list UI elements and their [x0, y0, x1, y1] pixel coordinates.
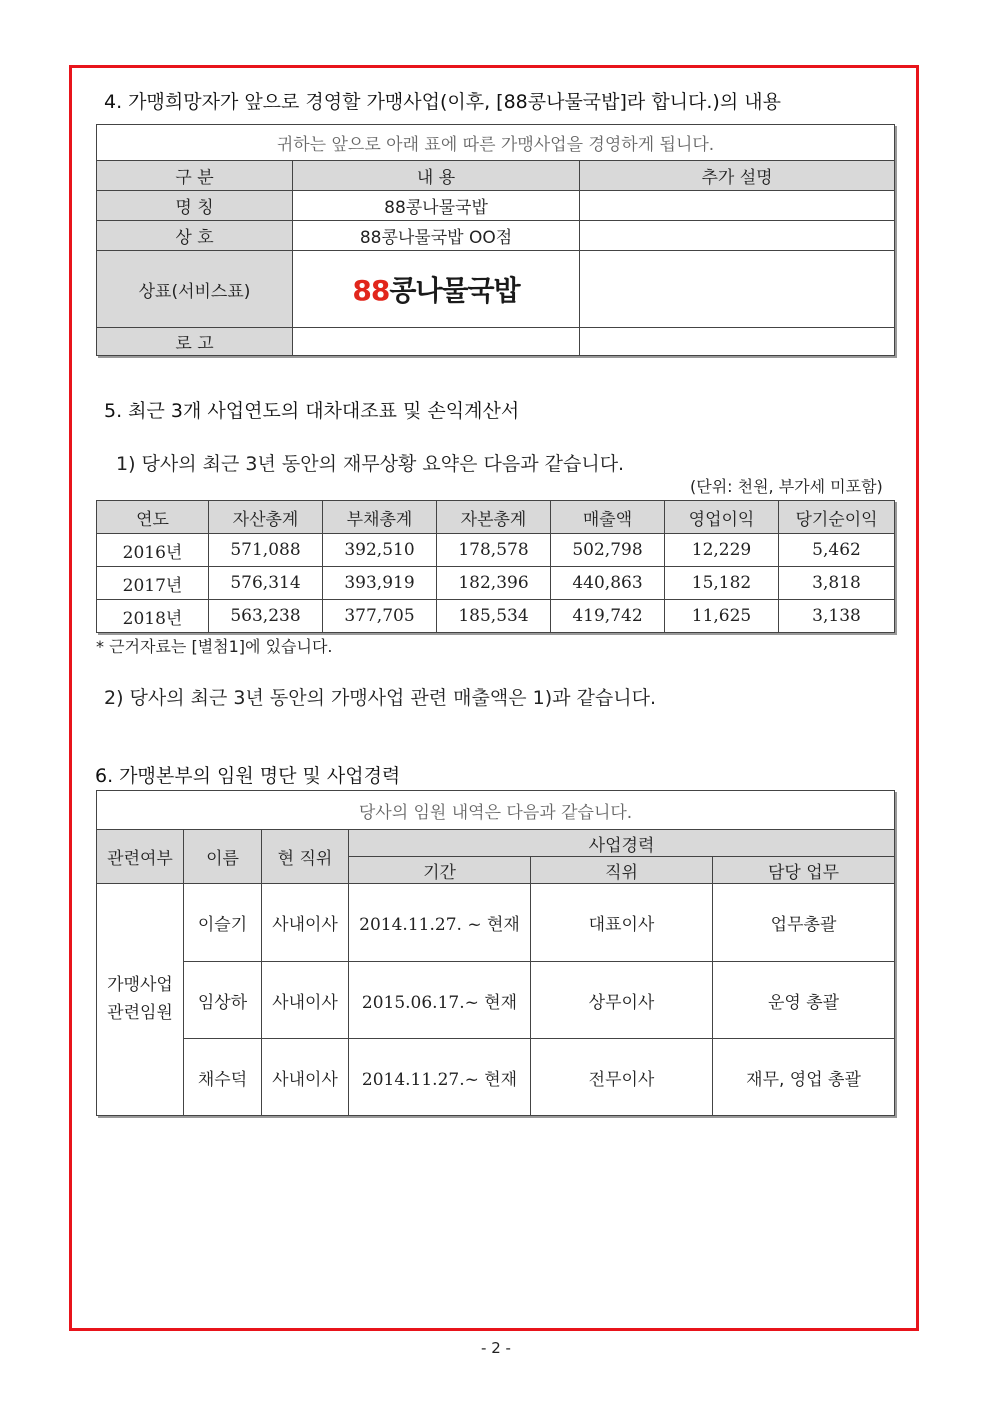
exec-name: 채수덕 — [184, 1039, 262, 1116]
exec-duty: 재무, 영업 총괄 — [713, 1039, 895, 1116]
section4-heading: 4. 가맹희망자가 앞으로 경영할 가맹사업(이후, [88콩나물국밥]라 합니다.)의 내용 — [104, 91, 781, 113]
trademark-logo-cell — [293, 251, 580, 328]
exec-header-relation: 관련여부 — [97, 830, 184, 884]
table-row — [97, 567, 895, 600]
fin-header-operating-income: 영업이익 — [665, 501, 779, 534]
year-cell: 2017년 — [97, 567, 209, 600]
financial-summary-intro: 1) 당사의 최근 3년 동안의 재무상황 요약은 다음과 같습니다. — [116, 453, 625, 475]
exec-name: 이슬기 — [184, 884, 262, 962]
table-row — [97, 884, 895, 962]
row-extra-name — [580, 191, 895, 221]
value-cell: 392,510 — [323, 534, 437, 567]
exec-group-label: 가맹사업 관련임원 — [97, 884, 184, 1116]
exec-period: 2014.11.27.~ 현재 — [349, 1039, 531, 1116]
exec-period: 2014.11.27. ~ 현재 — [349, 884, 531, 962]
business-table — [96, 124, 895, 356]
fin-header-revenue: 매출액 — [551, 501, 665, 534]
section6-heading: 6. 가맹본부의 임원 명단 및 사업경력 — [95, 765, 401, 787]
fin-header-assets: 자산총계 — [209, 501, 323, 534]
value-cell: 377,705 — [323, 600, 437, 633]
logo-text: 콩나물국밥 — [389, 274, 520, 307]
value-cell: 502,798 — [551, 534, 665, 567]
exec-role: 전무이사 — [531, 1039, 713, 1116]
row-label-trade-name: 상 호 — [97, 221, 293, 251]
row-extra-trademark — [580, 251, 895, 328]
fin-header-equity: 자본총계 — [437, 501, 551, 534]
executives-caption: 당사의 임원 내역은 다음과 같습니다. — [97, 791, 895, 830]
table-row — [97, 1039, 895, 1116]
value-cell: 178,578 — [437, 534, 551, 567]
value-cell: 576,314 — [209, 567, 323, 600]
exec-position: 사내이사 — [262, 884, 349, 962]
exec-position: 사내이사 — [262, 962, 349, 1039]
value-cell: 15,182 — [665, 567, 779, 600]
logo-number: 88 — [352, 274, 390, 307]
row-content-name: 88콩나물국밥 — [293, 191, 580, 221]
exec-position: 사내이사 — [262, 1039, 349, 1116]
value-cell: 5,462 — [779, 534, 895, 567]
row-label-name: 명 칭 — [97, 191, 293, 221]
financial-table — [96, 500, 895, 633]
source-note: * 근거자료는 [별첨1]에 있습니다. — [96, 637, 333, 656]
trademark-logo — [352, 274, 519, 307]
table-row — [97, 534, 895, 567]
unit-note: (단위: 천원, 부가세 미포함) — [690, 477, 883, 496]
value-cell: 11,625 — [665, 600, 779, 633]
value-cell: 393,919 — [323, 567, 437, 600]
row-content-trade-name: 88콩나물국밥 OO점 — [293, 221, 580, 251]
value-cell: 440,863 — [551, 567, 665, 600]
franchise-revenue-note: 2) 당사의 최근 3년 동안의 가맹사업 관련 매출액은 1)과 같습니다. — [104, 687, 656, 709]
value-cell: 12,229 — [665, 534, 779, 567]
table-row — [97, 600, 895, 633]
business-table-caption: 귀하는 앞으로 아래 표에 따른 가맹사업을 경영하게 됩니다. — [97, 125, 895, 161]
header-extra: 추가 설명 — [580, 161, 895, 191]
value-cell: 3,138 — [779, 600, 895, 633]
row-extra-trade-name — [580, 221, 895, 251]
header-content: 내 용 — [293, 161, 580, 191]
header-category: 구 분 — [97, 161, 293, 191]
exec-header-name: 이름 — [184, 830, 262, 884]
page-number: - 2 - — [481, 1339, 511, 1357]
row-label-trademark: 상표(서비스표) — [97, 251, 293, 328]
year-cell: 2018년 — [97, 600, 209, 633]
row-extra-logo — [580, 328, 895, 356]
exec-header-position: 현 직위 — [262, 830, 349, 884]
value-cell: 3,818 — [779, 567, 895, 600]
row-label-logo: 로 고 — [97, 328, 293, 356]
exec-duty: 업무총괄 — [713, 884, 895, 962]
executives-table — [96, 790, 895, 1116]
exec-header-role: 직위 — [531, 857, 713, 884]
exec-header-duty: 담당 업무 — [713, 857, 895, 884]
fin-header-year: 연도 — [97, 501, 209, 534]
year-cell: 2016년 — [97, 534, 209, 567]
value-cell: 419,742 — [551, 600, 665, 633]
exec-header-career: 사업경력 — [349, 830, 895, 857]
fin-header-net-income: 당기순이익 — [779, 501, 895, 534]
exec-name: 임상하 — [184, 962, 262, 1039]
exec-period: 2015.06.17.~ 현재 — [349, 962, 531, 1039]
exec-role: 대표이사 — [531, 884, 713, 962]
exec-duty: 운영 총괄 — [713, 962, 895, 1039]
table-row — [97, 962, 895, 1039]
value-cell: 571,088 — [209, 534, 323, 567]
row-content-logo — [293, 328, 580, 356]
exec-header-period: 기간 — [349, 857, 531, 884]
section5-heading: 5. 최근 3개 사업연도의 대차대조표 및 손익계산서 — [104, 400, 520, 422]
value-cell: 185,534 — [437, 600, 551, 633]
value-cell: 563,238 — [209, 600, 323, 633]
fin-header-liabilities: 부채총계 — [323, 501, 437, 534]
exec-role: 상무이사 — [531, 962, 713, 1039]
value-cell: 182,396 — [437, 567, 551, 600]
